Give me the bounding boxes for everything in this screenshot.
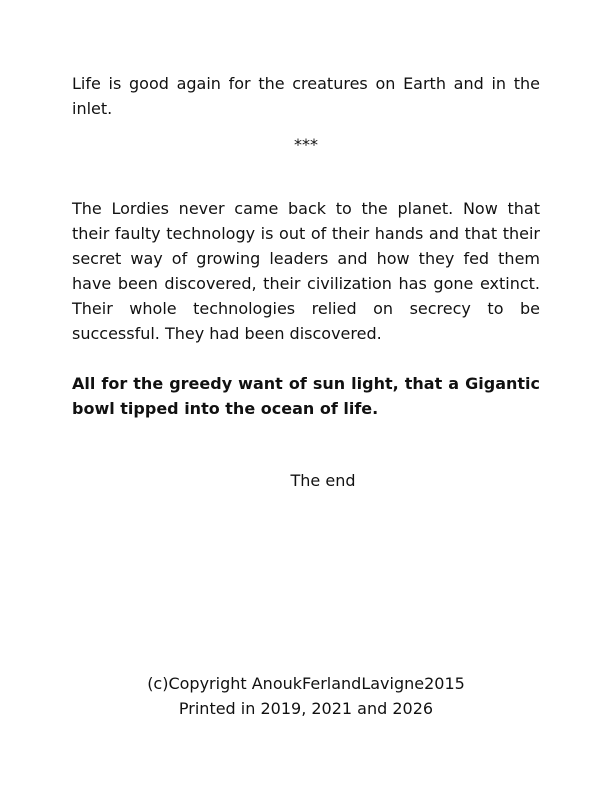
paragraph-lordies: The Lordies never came back to the planet. Now that their faulty technology is out of their hands and that their secret way of growing leaders and how they fed them have been discovered, their civilization has gone extinct. Their whole technologies relied on secrecy to be successful. They had been discovered. — [72, 199, 540, 343]
copyright-block — [0, 671, 612, 721]
paragraph-life-is-good: Life is good again for the creatures on Earth and in the inlet. — [72, 74, 540, 118]
the-end-text: The end — [290, 471, 356, 490]
copyright-line: (c)Copyright AnoukFerlandLavigne2015 — [147, 674, 465, 693]
section-separator: *** — [294, 135, 318, 154]
paragraph-greedy-want-bold: All for the greedy want of sun light, that a Gigantic bowl tipped into the ocean of life. — [72, 374, 540, 418]
printed-line: Printed in 2019, 2021 and 2026 — [178, 699, 434, 718]
